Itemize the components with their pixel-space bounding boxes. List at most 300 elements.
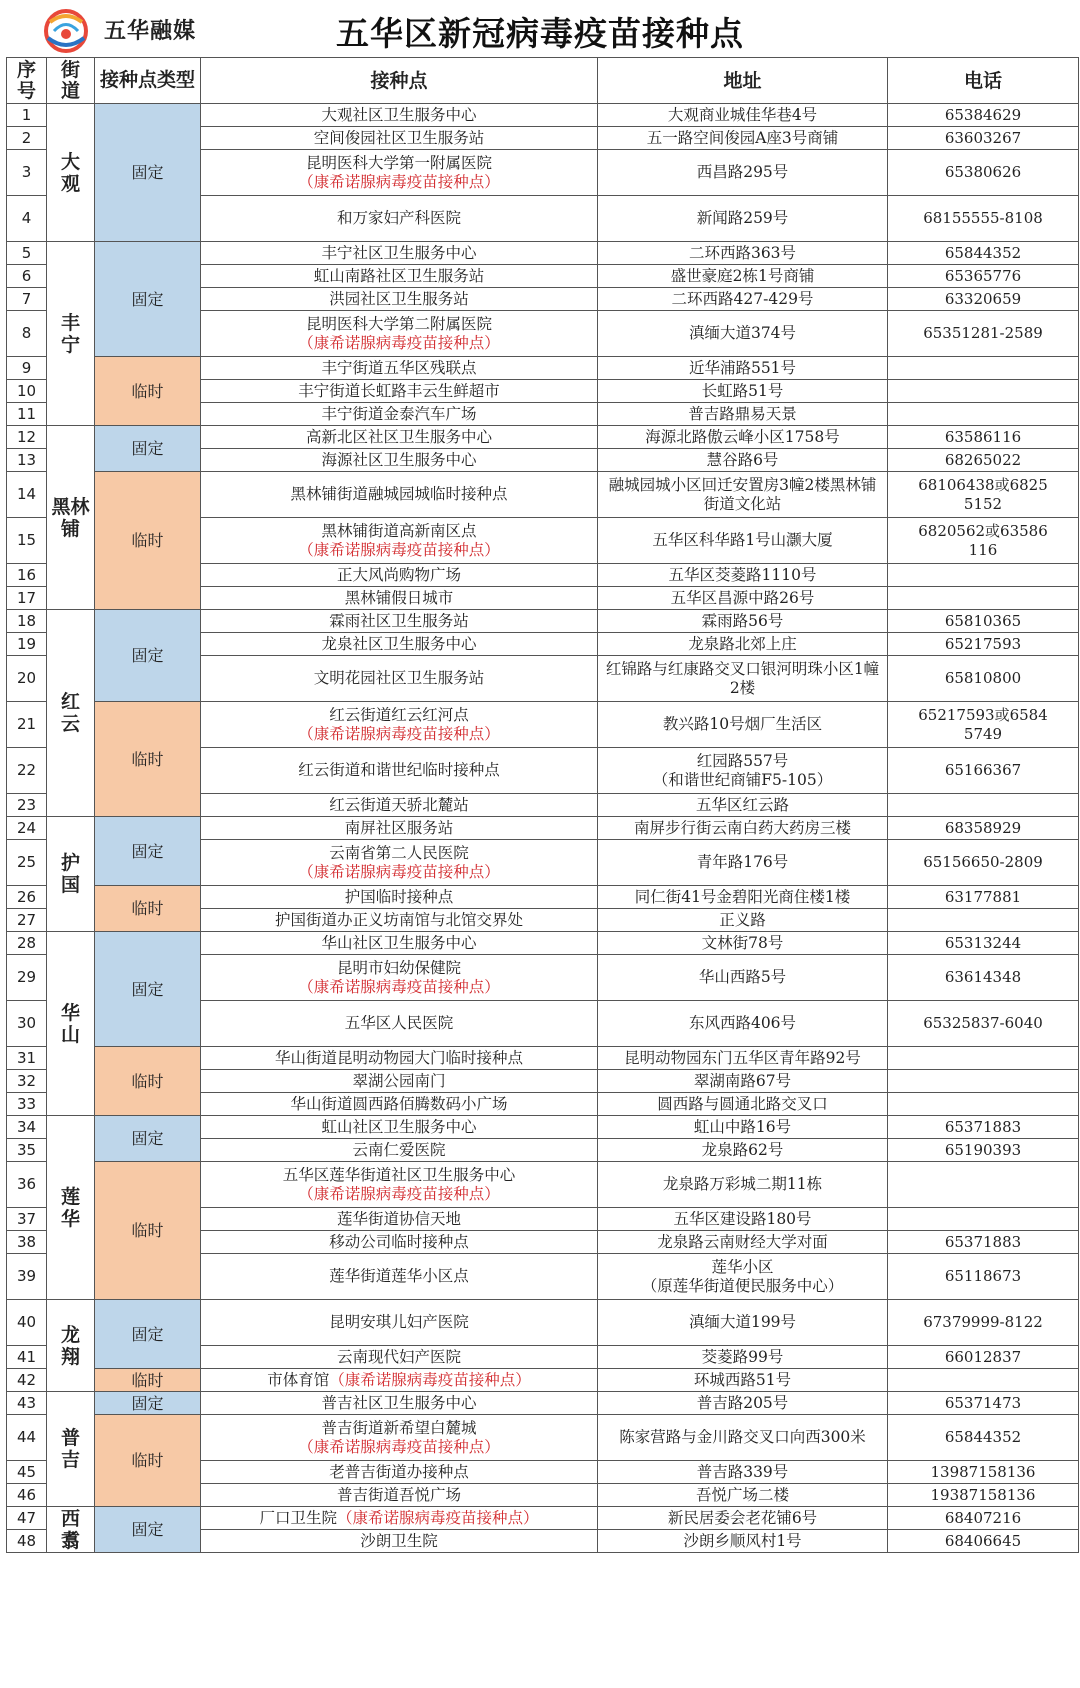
site-address [598,1162,888,1208]
site-name-text: 华山街道昆明动物园大门临时接种点 [274,1048,523,1067]
site-name-text: 黑林铺街道高新南区点 [321,521,477,540]
site-type: 临时 [95,1047,201,1116]
site-name-text: 空间俊园社区卫生服务站 [313,128,485,147]
header-street: 街道 [47,58,95,104]
address-line: 五华区昌源中路26号 [670,588,815,607]
site-name [201,265,598,288]
site-name-text: 移动公司临时接种点 [329,1232,469,1251]
site-address [598,242,888,265]
address-line: 五华区茭菱路1110号 [668,565,817,584]
site-name [201,1001,598,1047]
site-name [201,472,598,518]
site-phone: 65313244 [888,932,1079,955]
address-line: 莲华小区 [711,1257,774,1276]
table-row [7,1047,1079,1070]
site-type: 固定 [95,104,201,242]
table-row [7,702,1079,748]
site-phone: 63614348 [888,955,1079,1001]
site-name-text: 华山街道圆西路佰腾数码小广场 [290,1094,508,1113]
row-number: 15 [7,518,47,564]
site-phone: 68265022 [888,449,1079,472]
page-title: 五华区新冠病毒疫苗接种点 [336,14,744,53]
row-number: 43 [7,1392,47,1415]
site-name-text: 云南现代妇产医院 [336,1347,461,1366]
site-address [598,1047,888,1070]
table-header-row [7,58,1079,104]
site-name-text: 黑林铺假日城市 [344,588,454,607]
site-name-text: 五华区人民医院 [344,1014,454,1032]
site-name-text: 沙朗卫生院 [360,1531,438,1550]
row-number: 20 [7,656,47,702]
site-phone: 65380626 [888,150,1079,196]
site-type: 临时 [95,472,201,610]
site-phone [888,357,1079,380]
site-address [598,610,888,633]
vaccine-note: （康希诺腺病毒疫苗接种点） [298,1437,500,1456]
site-type: 临时 [95,1415,201,1507]
row-number: 31 [7,1047,47,1070]
row-number: 37 [7,1208,47,1231]
row-number: 29 [7,955,47,1001]
address-line: 东风西路406号 [688,1014,797,1032]
vaccine-note: （康希诺腺病毒疫苗接种点） [298,724,500,743]
site-address [598,403,888,426]
row-number: 10 [7,380,47,403]
site-address [598,196,888,242]
site-address [598,380,888,403]
address-line: 慧谷路6号 [706,450,779,469]
address-line: 青年路176号 [696,853,789,871]
site-address [598,1001,888,1047]
site-phone: 13987158136 [888,1461,1079,1484]
row-number: 28 [7,932,47,955]
site-name-text: 普吉社区卫生服务中心 [321,1393,477,1412]
site-address [598,357,888,380]
address-line: 南屏步行街云南白药大药房三楼 [633,818,851,837]
site-name-text: 正大风尚购物广场 [336,565,461,584]
site-phone: 65351281-2589 [888,311,1079,357]
row-number: 39 [7,1254,47,1300]
site-phone: 65365776 [888,265,1079,288]
site-name [201,817,598,840]
site-type: 临时 [95,886,201,932]
address-line: 霖雨路56号 [701,611,784,630]
row-number: 35 [7,1139,47,1162]
row-number: 34 [7,1116,47,1139]
site-phone: 68406645 [888,1530,1079,1553]
site-name-text: 南屏社区服务站 [344,818,454,837]
site-phone [888,587,1079,610]
site-address [598,127,888,150]
site-phone: 65371883 [888,1116,1079,1139]
address-line: 昆明动物园东门五华区青年路92号 [624,1048,861,1067]
site-address [598,1392,888,1415]
street-name: 莲华 [47,1116,95,1300]
address-line: 五一路空间俊园A座3号商铺 [646,128,839,147]
vaccine-note: （康希诺腺病毒疫苗接种点） [298,977,500,996]
site-name [201,932,598,955]
site-name-text: 昆明安琪儿妇产医院 [329,1313,469,1331]
street-name: 华山 [47,932,95,1116]
row-number: 4 [7,196,47,242]
site-phone: 65217593或65845749 [888,702,1079,748]
site-phone [888,1070,1079,1093]
address-line: 龙泉路62号 [701,1140,784,1159]
site-phone: 65384629 [888,104,1079,127]
site-name-text: 护国临时接种点 [344,887,454,906]
site-name [201,1392,598,1415]
site-name-text: 黑林铺街道融城园城临时接种点 [290,485,508,503]
site-name-text: 洪园社区卫生服务站 [329,289,469,308]
address-line: 盛世豪庭2栋1号商铺 [670,266,815,285]
address-line: 滇缅大道199号 [688,1313,797,1331]
site-address [598,1116,888,1139]
site-name-text: 普吉街道吾悦广场 [336,1485,461,1504]
site-address [598,633,888,656]
street-name: 大观 [47,104,95,242]
site-name [201,909,598,932]
address-line: 虹山中路16号 [693,1117,792,1136]
row-number: 5 [7,242,47,265]
site-name [201,1461,598,1484]
site-address [598,518,888,564]
site-name [201,1139,598,1162]
address-line: 龙泉路北郊上庄 [688,634,797,653]
vaccine-note: （康希诺腺病毒疫苗接种点） [329,1370,531,1389]
site-name-text: 昆明医科大学第二附属医院 [305,314,492,333]
address-line: 五华区红云路 [695,795,789,814]
site-name [201,380,598,403]
site-type: 临时 [95,1369,201,1392]
address-line: 二环西路363号 [688,243,797,262]
site-name-text: 红云街道天骄北麓站 [329,795,469,814]
site-type: 临时 [95,702,201,817]
site-phone: 63586116 [888,426,1079,449]
address-line: 陈家营路与金川路交叉口向西300米 [619,1428,866,1446]
table-row [7,426,1079,449]
site-name-text: 霖雨社区卫生服务站 [329,611,469,630]
site-name [201,150,598,196]
address-line: 二环西路427-429号 [671,289,814,308]
site-address [598,311,888,357]
site-name [201,1162,598,1208]
address-line: 吾悦广场二楼 [695,1485,789,1504]
street-name: 红云 [47,610,95,817]
street-name: 普吉 [47,1392,95,1507]
site-name-text: 大观社区卫生服务中心 [321,105,477,124]
site-phone: 68407216 [888,1507,1079,1530]
site-name-text: 文明花园社区卫生服务站 [313,669,485,687]
address-line: 五华区科华路1号山灏大厦 [652,531,833,549]
site-address [598,1415,888,1461]
row-number: 38 [7,1231,47,1254]
site-address [598,748,888,794]
row-number: 18 [7,610,47,633]
site-phone: 65217593 [888,633,1079,656]
site-address [598,1139,888,1162]
row-number: 19 [7,633,47,656]
site-type: 临时 [95,1162,201,1300]
site-name-text: 翠湖公园南门 [352,1071,446,1090]
site-name [201,610,598,633]
site-phone: 19387158136 [888,1484,1079,1507]
vaccine-note: （康希诺腺病毒疫苗接种点） [298,540,500,559]
address-line: 新民居委会老花铺6号 [667,1508,818,1527]
site-type: 固定 [95,242,201,357]
site-name [201,104,598,127]
site-name [201,702,598,748]
site-name [201,587,598,610]
row-number: 36 [7,1162,47,1208]
address-line: 融城园城小区回迁安置房3幢2楼黑林铺街道文化站 [608,475,877,513]
site-address [598,104,888,127]
address-line: 新闻路259号 [696,209,789,227]
site-type: 固定 [95,1392,201,1415]
site-type: 固定 [95,932,201,1047]
brand-name: 五华融媒 [104,19,197,44]
site-name-text: 红云街道和谐世纪临时接种点 [298,761,500,779]
site-name [201,633,598,656]
site-name [201,1093,598,1116]
site-name-text: 丰宁街道长虹路丰云生鲜超市 [298,381,500,400]
site-address [598,1208,888,1231]
site-phone: 65118673 [888,1254,1079,1300]
address-line: 龙泉路万彩城二期11栋 [662,1175,823,1193]
site-name-text: 高新北区社区卫生服务中心 [305,427,492,446]
header-type: 接种点类型 [95,58,201,104]
site-phone: 68155555-8108 [888,196,1079,242]
site-type: 固定 [95,1300,201,1369]
table-row [7,1116,1079,1139]
row-number: 17 [7,587,47,610]
table-row [7,610,1079,633]
address-line: 红锦路与红康路交叉口银河明珠小区1幢2楼 [605,659,880,697]
table-row [7,817,1079,840]
site-phone: 6820562或63586116 [888,518,1079,564]
site-address [598,1461,888,1484]
site-name-text: 云南仁爱医院 [352,1140,446,1159]
site-phone: 68358929 [888,817,1079,840]
header-address: 地址 [598,58,888,104]
site-address [598,472,888,518]
vaccine-note: （康希诺腺病毒疫苗接种点） [298,333,500,352]
site-name [201,1254,598,1300]
table-row [7,472,1079,518]
site-type: 固定 [95,1507,201,1553]
site-name [201,242,598,265]
site-name [201,1208,598,1231]
row-number: 26 [7,886,47,909]
site-name-text: 虹山南路社区卫生服务站 [313,266,485,285]
address-line: 西昌路295号 [696,163,789,181]
address-line: 茭菱路99号 [701,1347,784,1366]
address-line: 滇缅大道374号 [688,324,797,342]
site-name [201,449,598,472]
site-address [598,426,888,449]
row-number: 22 [7,748,47,794]
site-phone [888,1047,1079,1070]
row-number: 1 [7,104,47,127]
row-number: 2 [7,127,47,150]
site-phone: 63320659 [888,288,1079,311]
site-phone: 63603267 [888,127,1079,150]
site-name [201,518,598,564]
site-phone: 65166367 [888,748,1079,794]
site-type: 固定 [95,817,201,886]
site-address [598,1346,888,1369]
site-name [201,357,598,380]
site-name-text: 云南省第二人民医院 [329,843,469,862]
site-address [598,1254,888,1300]
site-phone: 67379999-8122 [888,1300,1079,1346]
table-row [7,1507,1079,1530]
row-number: 40 [7,1300,47,1346]
site-name [201,1070,598,1093]
site-name [201,403,598,426]
site-address [598,656,888,702]
site-phone [888,380,1079,403]
address-line: 沙朗乡顺风村1号 [683,1531,802,1550]
site-address [598,265,888,288]
site-address [598,1300,888,1346]
row-number: 3 [7,150,47,196]
site-name-text: 普吉街道新希望白麓城 [321,1418,477,1437]
address-line: 普吉路339号 [696,1462,789,1481]
site-name-text: 丰宁街道五华区残联点 [321,358,477,377]
row-number: 14 [7,472,47,518]
site-name [201,1369,598,1392]
site-name [201,656,598,702]
site-phone [888,794,1079,817]
header-no: 序号 [7,58,47,104]
site-name [201,840,598,886]
site-name [201,1300,598,1346]
site-address [598,288,888,311]
address-line-2: （和谐世纪商铺F5-105） [652,770,833,789]
street-name: 丰宁 [47,242,95,426]
site-name-text: 厂口卫生院 [259,1508,337,1527]
row-number: 41 [7,1346,47,1369]
site-address [598,1231,888,1254]
row-number: 33 [7,1093,47,1116]
address-line: 翠湖南路67号 [693,1071,792,1090]
site-name [201,748,598,794]
site-name-text: 护国街道办正义坊南馆与北馆交界处 [274,910,523,929]
site-address [598,932,888,955]
street-name: 护国 [47,817,95,932]
header-phone: 电话 [888,58,1079,104]
header [0,0,1080,58]
address-line: 同仁街41号金碧阳光商住楼1楼 [634,887,851,906]
table-row [7,1162,1079,1208]
vaccine-note: （康希诺腺病毒疫苗接种点） [298,172,500,191]
site-name [201,288,598,311]
site-address [598,1484,888,1507]
table-row [7,1392,1079,1415]
site-phone [888,564,1079,587]
table-row [7,886,1079,909]
site-phone: 65156650-2809 [888,840,1079,886]
site-name-text: 和万家妇产科医院 [336,209,461,227]
site-address [598,1507,888,1530]
site-name-text: 丰宁街道金泰汽车广场 [321,404,477,423]
site-name [201,1530,598,1553]
table-row [7,1369,1079,1392]
address-line: 大观商业城佳华巷4号 [667,105,818,124]
vaccine-note: （康希诺腺病毒疫苗接种点） [298,1184,500,1203]
site-name-text: 虹山社区卫生服务中心 [321,1117,477,1136]
site-address [598,955,888,1001]
address-line: 普吉路205号 [696,1393,789,1412]
site-name-text: 昆明医科大学第一附属医院 [305,153,492,172]
site-name [201,1415,598,1461]
site-address [598,1530,888,1553]
row-number: 30 [7,1001,47,1047]
row-number: 25 [7,840,47,886]
vaccine-note: （康希诺腺病毒疫苗接种点） [337,1508,539,1527]
site-name-text: 丰宁社区卫生服务中心 [321,243,477,262]
row-number: 21 [7,702,47,748]
table-row [7,1415,1079,1461]
address-line: 普吉路鼎易天景 [688,404,797,423]
site-name [201,1047,598,1070]
address-line: 龙泉路云南财经大学对面 [657,1232,828,1251]
street-name: 龙翔 [47,1300,95,1392]
row-number: 6 [7,265,47,288]
site-type: 固定 [95,1116,201,1162]
site-phone [888,909,1079,932]
site-phone [888,1162,1079,1208]
site-name [201,1116,598,1139]
site-name [201,1346,598,1369]
site-name-text: 华山社区卫生服务中心 [321,933,477,952]
site-name [201,426,598,449]
row-number: 11 [7,403,47,426]
site-phone [888,403,1079,426]
address-line: 圆西路与圆通北路交叉口 [657,1094,828,1113]
site-name [201,196,598,242]
site-name-text: 老普吉街道办接种点 [329,1462,469,1481]
site-address [598,886,888,909]
site-phone: 68106438或68255152 [888,472,1079,518]
site-phone [888,1093,1079,1116]
site-address [598,1093,888,1116]
site-address [598,909,888,932]
site-name-text: 龙泉社区卫生服务中心 [321,634,477,653]
header-site: 接种点 [201,58,598,104]
site-name-text: 五华区莲华街道社区卫生服务中心 [282,1165,516,1184]
table-body [7,104,1079,1553]
row-number: 9 [7,357,47,380]
site-address [598,1070,888,1093]
row-number: 46 [7,1484,47,1507]
site-address [598,564,888,587]
row-number: 8 [7,311,47,357]
site-phone: 65371473 [888,1392,1079,1415]
site-address [598,449,888,472]
address-line: 正义路 [719,910,766,929]
row-number: 13 [7,449,47,472]
row-number: 24 [7,817,47,840]
site-phone: 65810365 [888,610,1079,633]
site-name-text: 海源社区卫生服务中心 [321,450,477,469]
site-name [201,955,598,1001]
site-name [201,127,598,150]
address-line: 教兴路10号烟厂生活区 [662,715,823,733]
address-line-2: （原莲华街道便民服务中心） [641,1276,844,1295]
site-name [201,886,598,909]
row-number: 47 [7,1507,47,1530]
